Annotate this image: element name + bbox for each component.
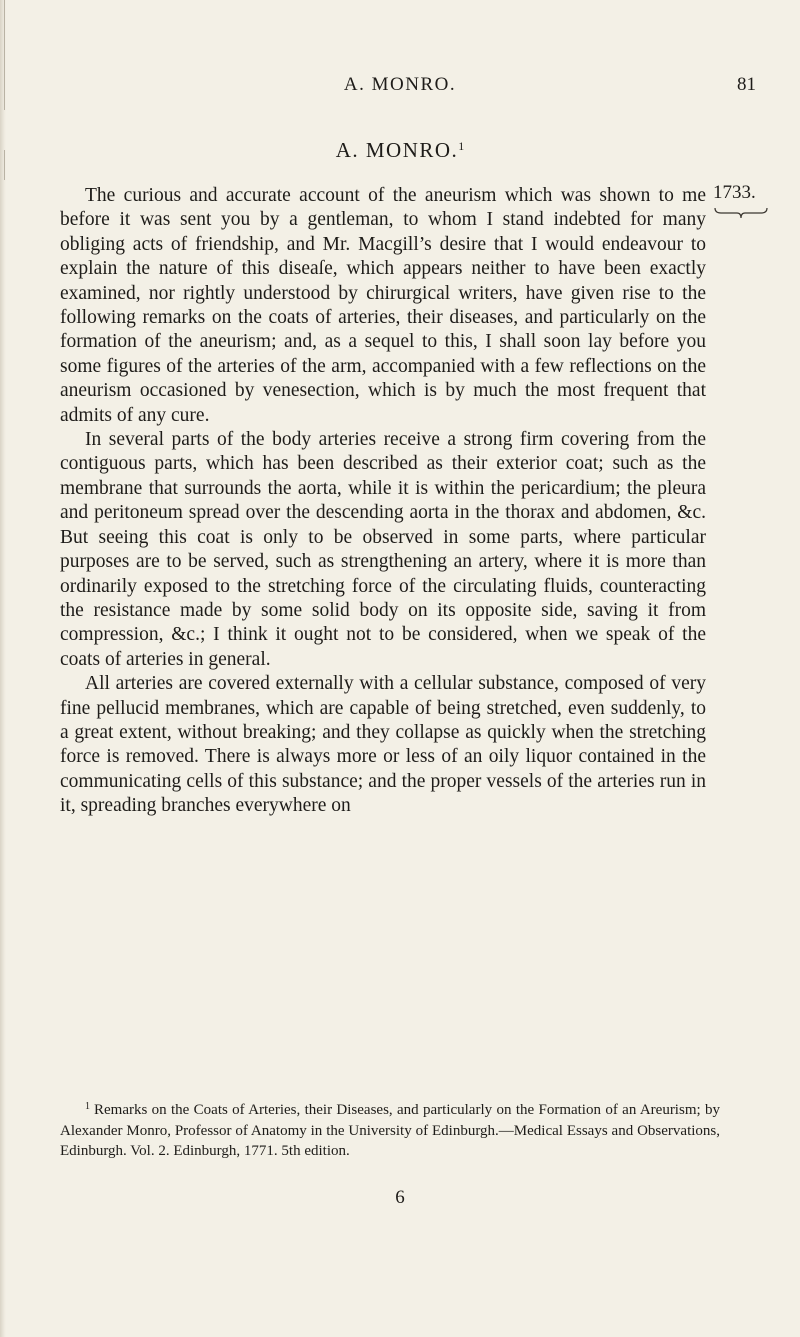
paragraph: All arteries are covered externally with a cellular substance, composed of very fine pellucid membranes, which are capable of being stretched, even suddenly, to a great extent, without breaking; and they collapse as quickly when the stretching force is removed. There is always more or less of an oily liquor contained in the communicating cells of this substance; and the proper vessels of the arteries run in it, spreading branches everywhere on [60, 673, 706, 817]
page-number: 81 [737, 74, 756, 95]
running-title: A. MONRO. [343, 74, 457, 95]
paragraph: The curious and accurate account of the aneurism which was shown to me before it was sent you by a gentleman, to whom I stand indebted for many obliging acts of friendship, and Mr. Macgill’s desire that I would endeavour to explain the nature of this diseaſe, which appears neither to have been exactly examined, nor rightly understood by chirurgical writers, have given rise to the following remarks on the coats of arteries, their diseases, and particularly on the formation of the aneurism; and, as a sequel to this, I shall soon lay before you some figures of the arteries of the arm, accompanied with a few reflections on the aneurism occasioned by venesection, which is by much the most frequent that admits of any cure. [60, 185, 706, 426]
page-gutter-shadow [0, 0, 6, 1337]
paragraph: In several parts of the body arteries receive a strong firm covering from the contiguous parts, which has been described as their exterior coat; such as the membrane that surrounds the aorta, while it is within the pericardium; the pleura and peritoneum spread over the descending aorta in the thorax and abdomen, &c. But seeing this coat is only to be observed in some parts, where particular purposes are to be served, such as strengthening an artery, where it is more than ordinarily exposed to the stretching force of the circulating fluids, counteracting the resistance made by some solid body on its opposite side, saving it from compression, &c.; I think it ought not to be considered, when we speak of the coats of arteries in general. [60, 429, 706, 670]
margin-year: 1733. [713, 182, 756, 203]
footnote-marker: 1 [85, 1101, 90, 1112]
running-head [0, 74, 800, 104]
footnote-text: Remarks on the Coats of Arteries, their Diseases, and particularly on the Formation of an Areurism; by Alexander Monro, Professor of Anatomy in the University of Edinburgh.—Medical Essays and Observations, Edinburgh. Vol. 2. Edinburgh, 1771. 5th edition. [60, 1102, 720, 1160]
signature-mark: 6 [395, 1187, 405, 1208]
article-title [0, 138, 800, 163]
footnote-paragraph [60, 1097, 720, 1162]
body-text [60, 184, 706, 819]
footnote [60, 1097, 720, 1162]
footnote-reference: 1 [458, 139, 465, 153]
margin-brace-icon [713, 206, 769, 220]
article-title-text: A. MONRO. [335, 138, 459, 162]
